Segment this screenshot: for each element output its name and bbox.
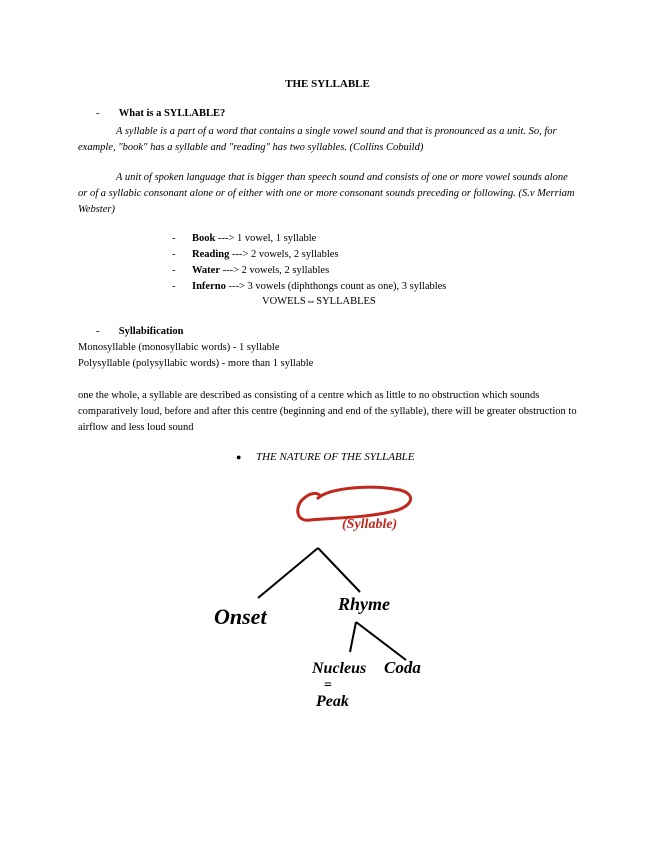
definition-collins: A syllable is a part of a word that contains a single vowel sound and that is pronounced as a unit. So, for example, "book" has a syllable and "reading" has two syllables. (Collins Cobuild) <box>78 126 557 153</box>
branch-line <box>318 548 360 592</box>
dash-marker: - <box>172 249 176 260</box>
section-heading-what-is <box>96 108 225 119</box>
list-item <box>172 281 446 292</box>
syllable-description-paragraph: one the whole, a syllable are described as consisting of a centre which as little to no obstruction which sounds comparatively loud, before and after this centre (beginning and end of the syllable), there will be greater obstruction to airflow and less loud sound <box>78 390 577 433</box>
list-item <box>172 233 316 244</box>
diagram-root-label: (Syllable) <box>342 517 398 532</box>
definition-merriam-webster: A unit of spoken language that is bigger than speech sound and consists of one or more vowel sounds alone or of a syllabic consonant alone or of either with one or more consonant sounds preceding or following. (S.v Merriam Webster) <box>78 172 575 215</box>
diagram-peak-label: Peak <box>316 693 349 710</box>
bullet-marker: ● <box>236 452 242 462</box>
diagram-coda-label: Coda <box>384 658 421 677</box>
example-detail: ---> 2 vowels, 2 syllables <box>229 249 339 260</box>
example-word: Reading <box>192 249 230 260</box>
dash-marker: - <box>172 281 176 292</box>
list-item <box>172 249 339 260</box>
diagram-onset-label: Onset <box>214 604 267 629</box>
nature-heading: THE NATURE OF THE SYLLABLE <box>256 451 415 463</box>
dash-marker: - <box>172 265 176 276</box>
example-detail: ---> 3 vowels (diphthongs count as one), 3 syllables <box>225 281 447 292</box>
vowels-syllables-rule: VOWELS⇔SYLLABLES <box>262 296 376 307</box>
example-word: Book <box>192 233 216 244</box>
branch-line <box>356 622 406 660</box>
section-heading-text: What is a SYLLABLE? <box>118 108 226 119</box>
branch-line <box>350 622 356 652</box>
list-item <box>172 265 329 276</box>
monosyllable-line: Monosyllable (monosyllabic words) - 1 syllable <box>78 342 280 353</box>
branch-line <box>258 548 318 598</box>
example-word: Inferno <box>192 281 226 292</box>
section-heading-syllabification <box>96 326 184 337</box>
diagram-nucleus-label: Nucleus <box>312 660 367 677</box>
example-word: Water <box>192 265 220 276</box>
diagram-rhyme-label: Rhyme <box>338 594 390 614</box>
example-detail: ---> 2 vowels, 2 syllables <box>220 265 330 276</box>
diagram-equals-sign: = <box>324 678 332 693</box>
dash-marker: - <box>96 108 100 119</box>
example-detail: ---> 1 vowel, 1 syllable <box>215 233 317 244</box>
root-circle-icon <box>298 487 411 520</box>
dash-marker: - <box>96 326 100 337</box>
dash-marker: - <box>172 233 176 244</box>
polysyllable-line: Polysyllable (polysyllabic words) - more than 1 syllable <box>78 358 314 369</box>
syllable-tree-diagram <box>200 478 440 718</box>
page-title: THE SYLLABLE <box>285 78 370 90</box>
section-heading-text: Syllabification <box>118 326 184 337</box>
